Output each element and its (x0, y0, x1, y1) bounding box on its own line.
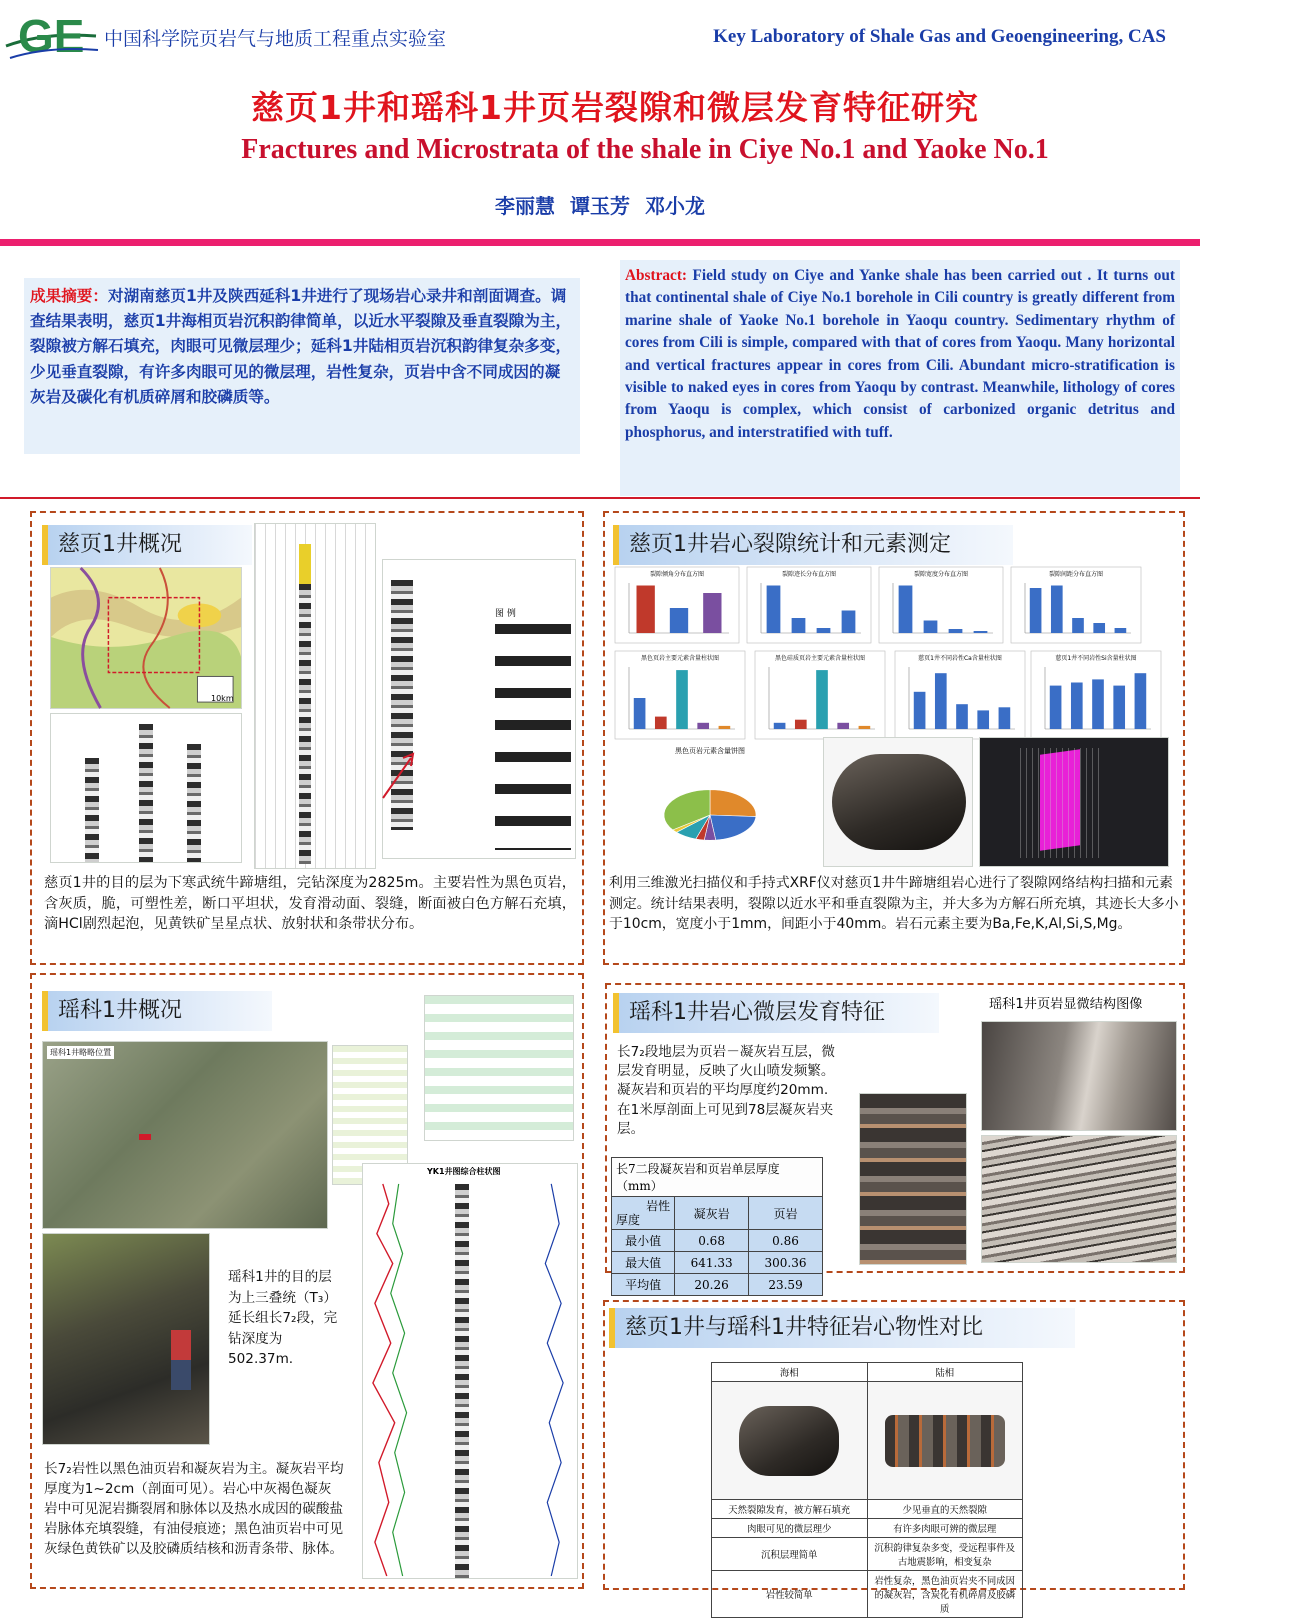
well-location-marker (139, 1134, 151, 1140)
abstract-cn (24, 278, 580, 454)
title-cn: 慈页1井和瑶科1井页岩裂隙和微层发育特征研究 (251, 88, 979, 127)
panel-compare (603, 1300, 1185, 1615)
pie-slice (710, 815, 756, 840)
legend-swatches (495, 624, 571, 850)
continental-trait: 少见垂直的天然裂隙 (867, 1500, 1023, 1519)
chart-bar (837, 723, 849, 729)
chart-bar (703, 593, 721, 633)
arrow-icon (381, 750, 421, 800)
core-microlayer-photo (859, 1093, 967, 1265)
lab-name-cn: 中国科学院页岩气与地质工程重点实验室 (104, 28, 447, 50)
lab-name-en: Key Laboratory of Shale Gas and Geoengineering, CAS (713, 26, 1166, 47)
core-3d-scan (823, 737, 973, 867)
panel-ciye-overview (30, 511, 584, 965)
chart-bar (1050, 686, 1062, 729)
chart-bar (1071, 683, 1083, 730)
chart-bar (1135, 673, 1147, 729)
chart-bar (792, 618, 806, 633)
table-cell: 0.68 (675, 1230, 749, 1252)
abstract-en-lead: Abstract: (625, 267, 688, 284)
continental-core-photo (867, 1382, 1023, 1500)
pie-title: 黑色页岩元素含量饼图 (675, 747, 745, 755)
panel-title: 瑶科1井概况 (42, 991, 272, 1031)
chart-bar (816, 670, 828, 729)
compare-header-marine: 海相 (712, 1363, 868, 1382)
yaoke-location-map (42, 1041, 328, 1229)
composite-lithology (455, 1184, 469, 1578)
geologic-map (50, 567, 242, 709)
column-lithology (299, 584, 311, 864)
table-cell: 23.59 (749, 1274, 823, 1296)
chart-bar (999, 707, 1011, 729)
pie-slice (710, 790, 756, 817)
chart-bar (697, 723, 709, 729)
log-column (187, 744, 201, 862)
marine-trait: 岩性较简单 (712, 1571, 868, 1618)
column-yellow-unit (299, 544, 311, 584)
panel-title: 慈页1井与瑶科1井特征岩心物性对比 (609, 1308, 1075, 1348)
ciye-column-section (254, 523, 376, 869)
person-figure (171, 1330, 191, 1390)
row-label: 平均值 (612, 1274, 675, 1296)
row-label: 最小值 (612, 1230, 675, 1252)
chart-bar (655, 717, 667, 729)
ciye-overview-caption: 慈页1井的目的层为下寒武统牛蹄塘组，完钻深度为2825m。主要岩性为黑色页岩，含灰质，脆，可塑性差，断口平坦状，发育滑动面、裂缝，断面被白色方解石充填，滴HCl剧烈起泡，见黄铁矿呈星点状、放射状和条带状分布。 (44, 875, 576, 933)
chart-bar (1072, 618, 1084, 633)
chart-bar (817, 628, 831, 633)
fracture-grid (1020, 748, 1100, 858)
micro-image-label: 瑶科1井页岩显微结构图像 (989, 997, 1143, 1012)
panel-yaoke-overview (30, 973, 584, 1589)
marine-core-photo (712, 1382, 868, 1500)
chart-title: 黑色硅质页岩主要元素含量柱状图 (774, 655, 866, 662)
title-en: Fractures and Microstrata of the shale in Ciye No.1 and Yaoke No.1 (241, 134, 1049, 165)
marine-trait: 天然裂隙发育，被方解石填充 (712, 1500, 868, 1519)
authors: 李丽慧 谭玉芳 邓小龙 (495, 194, 705, 218)
chart-bar (949, 629, 963, 633)
stratigraphic-logs (50, 713, 242, 863)
fracture-network-3d (979, 737, 1169, 867)
outcrop-photo (42, 1233, 210, 1445)
table-corner (612, 1197, 675, 1230)
compare-table (711, 1362, 1023, 1618)
ge-logo (4, 6, 100, 62)
continental-core (885, 1415, 1005, 1467)
panel-yaoke-micro (605, 983, 1185, 1292)
section-rule (0, 497, 1200, 499)
composite-column-title: YK1井图综合柱状图 (427, 1167, 501, 1176)
chart-bar (859, 726, 871, 729)
formation-chart-grid (425, 996, 573, 1140)
marine-trait: 肉眼可见的微层理少 (712, 1519, 868, 1538)
chart-title: 黑色页岩主要元素含量柱状图 (640, 655, 720, 662)
corner-bottom: 厚度 (616, 1213, 641, 1227)
formation-chart (424, 995, 574, 1141)
chart-bar (1051, 586, 1063, 634)
chart-bar (1030, 588, 1042, 633)
abstract-cn-text: 对湖南慈页1井及陕西延科1井进行了现场岩心录井和剖面调查。调查结果表明，慈页1井海相页岩沉积韵律简单，以近水平裂隙及垂直裂隙为主，裂隙被方解石填充，肉眼可见微层理少；延科1井陆相页岩沉积韵律复杂多变，少见垂直裂隙，有许多肉眼可见的微层理，岩性复杂，页岩中含不同成因的凝灰岩及碳化有机质碎屑和胶磷质等。 (30, 287, 572, 406)
chart-bar (956, 704, 968, 729)
logo-text: GE (18, 10, 85, 62)
log-column (139, 724, 153, 862)
thickness-table (611, 1157, 823, 1296)
table-cell: 300.36 (749, 1252, 823, 1274)
chart-bar (795, 720, 807, 729)
chart-bar (670, 608, 688, 633)
core-cylinder (832, 754, 966, 850)
chart-bar (767, 586, 781, 634)
compare-header-continental: 陆相 (867, 1363, 1023, 1382)
chart-title: 裂隙间距分布直方图 (1048, 571, 1104, 578)
location-map-label: 瑶科1井略略位置 (47, 1046, 114, 1059)
chart-bar (899, 586, 913, 634)
continental-trait: 有许多肉眼可辨的微层理 (867, 1519, 1023, 1538)
divider-bar (0, 239, 1200, 246)
chart-bar (634, 698, 646, 729)
continental-trait: 沉积韵律复杂多变，受远程事件及古地震影响，相变复杂 (867, 1538, 1023, 1571)
chart-bar (1115, 628, 1127, 633)
panel-title: 慈页1井概况 (42, 525, 252, 565)
yaoke-micro-text: 长7₂段地层为页岩－凝灰岩互层，微层发育明显，反映了火山喷发频繁。凝灰岩和页岩的平均厚度约20mm.在1米厚剖面上可见到78层凝灰岩夹层。 (617, 1044, 836, 1137)
micro-image-bottom (981, 1135, 1177, 1263)
abstract-en (620, 260, 1180, 496)
header (0, 0, 1200, 82)
log-column (85, 758, 99, 862)
table-cell: 0.86 (749, 1230, 823, 1252)
legend-title: 图 例 (495, 609, 516, 619)
column-grid (255, 524, 375, 868)
abstract-cn-lead: 成果摘要： (30, 287, 108, 305)
chart-bar (774, 723, 786, 729)
ciye-fracture-caption: 利用三维激光扫描仪和手持式XRF仪对慈页1井牛蹄塘组岩心进行了裂隙网络结构扫描和元素测定。统计结果表明，裂隙以近水平和垂直裂隙为主，并大多为方解石所充填，其迹长大多小于10cm，宽度小于1mm，间距小于40mm。岩石元素主要为Ba,Fe,K,Al,Si,S,Mg。 (609, 875, 1179, 933)
yaoke-composite-column (362, 1163, 578, 1579)
chart-title: 裂隙迹长分布直方图 (781, 571, 837, 578)
col-header: 页岩 (749, 1197, 823, 1230)
micro-image-top (981, 1021, 1177, 1131)
chart-title: 慈页1井不同岩性Ca含量柱状图 (918, 655, 1002, 662)
panel-title: 瑶科1井岩心微层发育特征 (613, 993, 939, 1033)
yaoke-overview-caption-right: 瑶科1井的目的层为上三叠统（T₃）延长组长7₂段，完钻深度为502.37m. (228, 1269, 338, 1368)
chart-bar (977, 710, 989, 729)
chart-bar (1093, 623, 1105, 633)
map-scale-label: 10km (211, 694, 234, 703)
chart-bar (1092, 679, 1104, 729)
chart-bar (974, 631, 988, 633)
yaoke-overview-caption-bottom: 长7₂岩性以黑色油页岩和凝灰岩为主。凝灰岩平均厚度为1~2cm（剖面可见）。岩心中灰褐色凝灰岩中可见泥岩撕裂屑和脉体以及热水成因的碳酸盐岩脉体充填裂缝，有油侵痕迹；黑色油页岩中可见灰绿色黄铁矿以及胶磷质结核和沥青条带、脉体。 (44, 1461, 344, 1557)
chart-bar (924, 621, 938, 634)
panel-title: 慈页1井岩心裂隙统计和元素测定 (613, 525, 1013, 565)
table-cell: 20.26 (675, 1274, 749, 1296)
chart-bar (676, 670, 688, 729)
chart-title: 慈页1井不同岩性Si含量柱状图 (1055, 655, 1137, 662)
column-legend (382, 559, 576, 859)
continental-trait: 岩性复杂，黑色油页岩夹不同成因的凝灰岩，含炭化有机碎屑及胶磷质 (867, 1571, 1023, 1618)
abstract-en-text: Field study on Ciye and Yanke shale has been carried out . It turns out that continental shale of Ciye No.1 borehole in Cili country is greatly different from marine shale of Yaoke No.1 borehole in Yaoqu country. Sedimentary rhythm of cores from Cili is simple, compared with that of cores from Yaoqu. Many horizontal and vertical fractures appear in cores from Cili. Abundant micro-stratification is visible to naked eyes in cores from Yaoqu by contrast. Meanwhile, lithology of cores from Yaoqu is complex, which consist of carbonized organic detritus and phosphorus, and interstratified with tuff. (625, 267, 1175, 441)
marine-trait: 沉积层理简单 (712, 1538, 868, 1571)
chart-bar (935, 673, 947, 729)
chart-bar (914, 692, 926, 729)
chart-title: 裂隙宽度分布直方图 (913, 571, 969, 578)
thickness-table-caption: 长7二段凝灰岩和页岩单层厚度（mm） (612, 1158, 823, 1197)
chart-bar (637, 586, 655, 634)
table-cell: 641.33 (675, 1252, 749, 1274)
chart-bar (842, 611, 856, 634)
row-label: 最大值 (612, 1252, 675, 1274)
chart-bar (1113, 686, 1125, 729)
col-header: 凝灰岩 (675, 1197, 749, 1230)
panel-ciye-fracture (603, 511, 1185, 965)
chart-title: 裂隙倾角分布直方图 (649, 571, 705, 578)
corner-top: 岩性 (646, 1199, 671, 1213)
chart-bar (719, 726, 731, 729)
marine-core (739, 1406, 839, 1476)
